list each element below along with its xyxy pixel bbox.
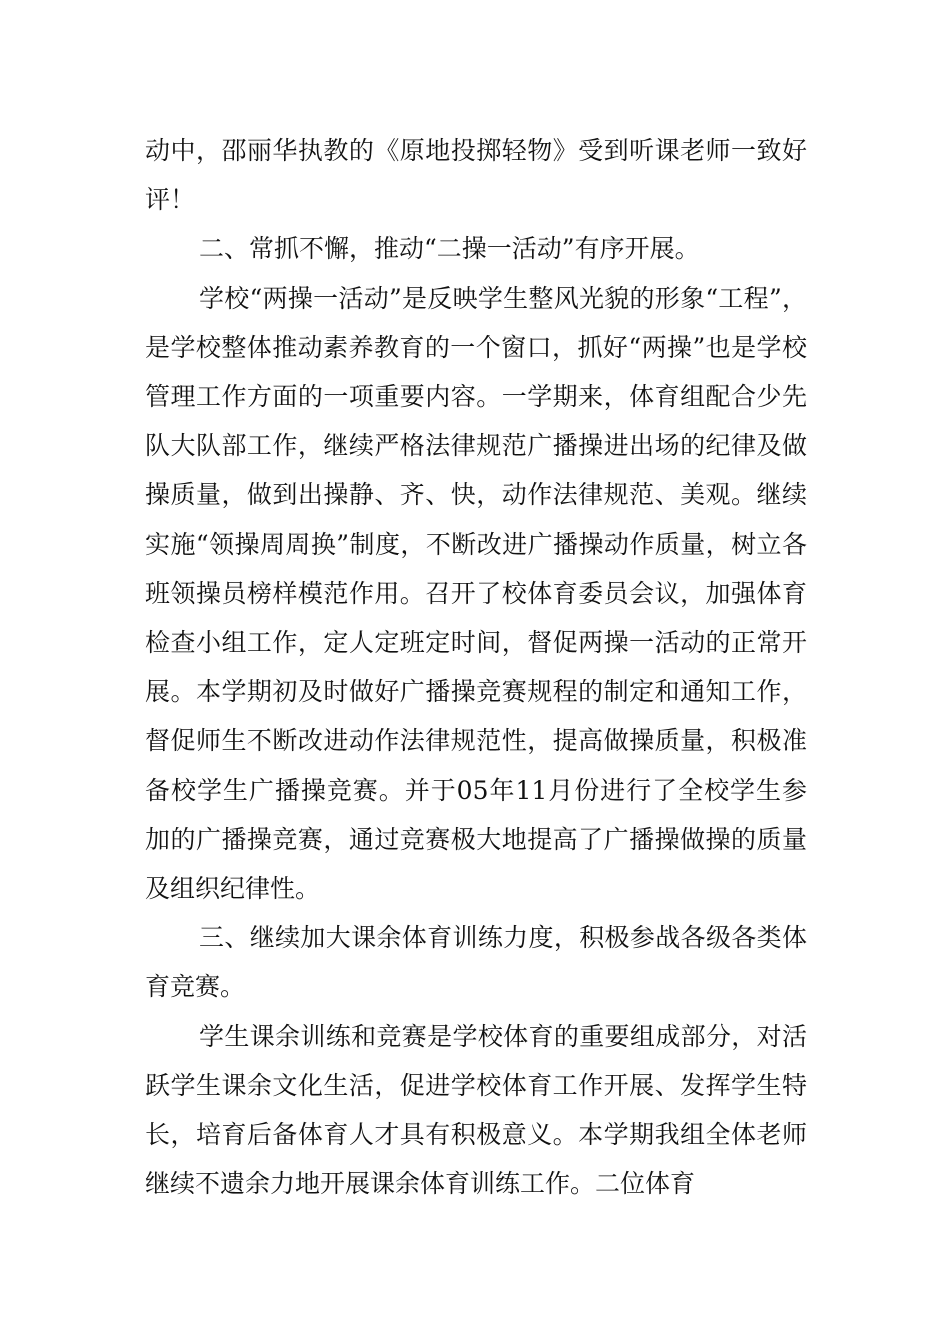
paragraph-two-exercises: 学校“两操一活动”是反映学生整风光貌的形象“工程”，是学校整体推动素养教育的一个窗口，抓好“两操”也是学校管理工作方面的一项重要内容。一学期来，体育组配合少先队大队部工作，继续严格法律规范广播操进出场的纪律及做操质量，做到出操静、齐、快，动作法律规范、美观。继续实施“领操周周换”制度，不断改进广播操动作质量，树立各班领操员榜样模范作用。召开了校体育委员会议，加强体育检查小组工作，定人定班定时间，督促两操一活动的正常开展。本学期初及时做好广播操竞赛规程的制定和通知工作，督促师生不断改进动作法律规范性，提高做操质量，积极准备校学生广播操竞赛。并于05年11月份进行了全校学生参加的广播操竞赛，通过竞赛极大地提高了广播操做操的质量及组织纪律性。: [145, 283, 808, 904]
document-body: [145, 126, 807, 1208]
section-heading-two: 二、常抓不懈，推动“二操一活动”有序开展。: [199, 234, 700, 264]
section-heading-three: 三、继续加大课余体育训练力度，积极参战各级各类体育竞赛。: [145, 923, 807, 1002]
paragraph-extracurricular-training: 学生课余训练和竞赛是学校体育的重要组成部分，对活跃学生课余文化生活，促进学校体育工作开展、发挥学生特长，培育后备体育人才具有积极意义。本学期我组全体老师继续不遗余力地开展课余体育训练工作。二位体育: [145, 1021, 807, 1199]
paragraph-continuation: 动中，邵丽华执教的《原地投掷轻物》受到听课老师一致好评！: [145, 136, 807, 215]
